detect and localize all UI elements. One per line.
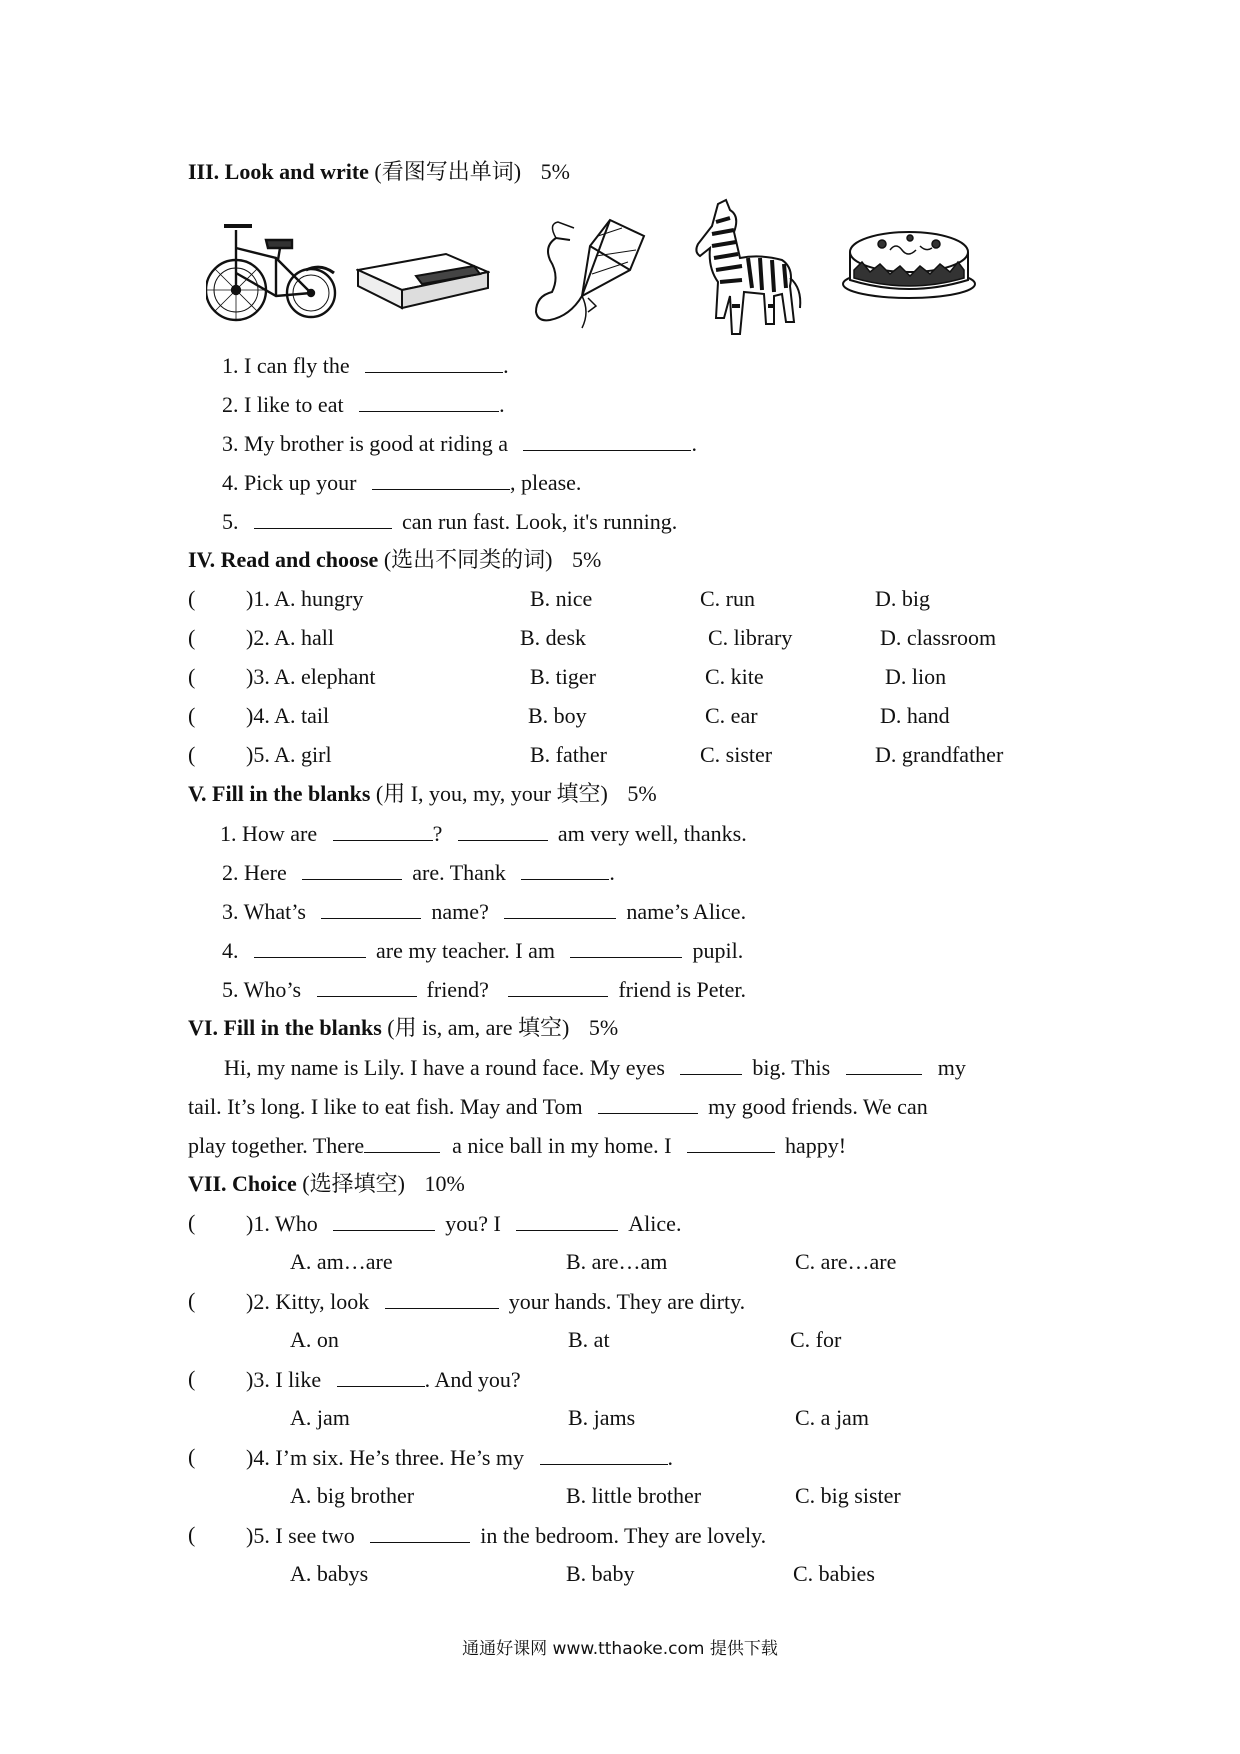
answer-paren[interactable]: ( [188,625,196,650]
section-4-note: (选出不同类的词) [383,547,553,572]
answer-blank[interactable] [333,1208,435,1231]
section-5-heading [188,779,657,809]
section-3-score: 5% [540,159,570,184]
sec5-q2: 2. Here are. Thank . [222,857,615,887]
sec3-q1: 1. I can fly the . [222,350,509,380]
option-b: B. desk [520,625,586,650]
sec6-line-3: play together. There a nice ball in my home. I happy! [188,1130,846,1160]
section-6-score: 5% [588,1015,619,1040]
sec5-q5: 5. Who’s friend? friend is Peter. [222,974,746,1004]
section-3-title: III. Look and write [188,159,369,184]
option-b: B. jams [568,1405,636,1430]
answer-blank[interactable] [521,857,609,880]
option-a: A. big brother [290,1483,415,1508]
option-a: A. babys [290,1561,369,1586]
answer-blank[interactable] [846,1052,922,1075]
option-b: B. baby [566,1561,635,1586]
option-b: B. boy [528,703,587,728]
section-4-title: IV. Read and choose [188,547,379,572]
option-d: D. classroom [880,625,997,650]
answer-blank[interactable] [370,1520,470,1543]
sec5-q4: 4. are my teacher. I am pupil. [222,935,743,965]
section-5-note: (用 I, you, my, your 填空) [375,781,608,806]
answer-blank[interactable] [321,896,421,919]
option-a: )5. A. girl [246,742,332,767]
answer-blank[interactable] [365,350,503,373]
sec7-q4: )4. I’m six. He’s three. He’s my . [246,1442,673,1472]
answer-blank[interactable] [254,506,392,529]
option-a: )2. A. hall [246,625,334,650]
answer-blank[interactable] [254,935,366,958]
kite-icon [530,216,648,334]
answer-blank[interactable] [540,1442,668,1465]
option-a: A. jam [290,1405,350,1430]
section-7-title: VII. Choice [188,1171,297,1196]
answer-paren[interactable]: ( [188,703,196,728]
answer-blank[interactable] [317,974,417,997]
section-7-heading [188,1169,465,1199]
answer-blank[interactable] [359,389,499,412]
section-4-heading [188,545,601,575]
sec6-line-1: Hi, my name is Lily. I have a round face. My eyes big. This my [224,1052,966,1082]
answer-blank[interactable] [337,1364,425,1387]
answer-blank[interactable] [516,1208,618,1231]
option-c: C. big sister [795,1483,901,1508]
answer-paren[interactable]: ( [188,1522,196,1547]
option-d: D. big [875,586,930,611]
sec5-q3: 3. What’s name? name’s Alice. [222,896,746,926]
sec3-q2: 2. I like to eat . [222,389,505,419]
answer-blank[interactable] [508,974,608,997]
option-b: B. at [568,1327,610,1352]
answer-paren[interactable]: ( [188,1444,196,1469]
option-a: )4. A. tail [246,703,330,728]
sec7-q3: )3. I like . And you? [246,1364,521,1394]
option-c: C. run [700,586,755,611]
answer-blank[interactable] [458,818,548,841]
sec7-q1: )1. Who you? I Alice. [246,1208,681,1238]
option-a: )3. A. elephant [246,664,376,689]
option-d: D. grandfather [875,742,1004,767]
section-6-title: VI. Fill in the blanks [188,1015,382,1040]
option-c: C. kite [705,664,764,689]
sec7-q5: )5. I see two in the bedroom. They are lovely. [246,1520,766,1550]
answer-blank[interactable] [385,1286,499,1309]
option-c: C. are…are [795,1249,897,1274]
answer-blank[interactable] [523,428,691,451]
bicycle-icon [206,218,338,330]
section-3-heading [188,157,570,187]
section-5-title: V. Fill in the blanks [188,781,371,806]
section-4-score: 5% [571,547,602,572]
option-a: )1. A. hungry [246,586,364,611]
answer-paren[interactable]: ( [188,1210,196,1235]
answer-blank[interactable] [302,857,402,880]
option-a: A. on [290,1327,339,1352]
option-b: B. little brother [566,1483,702,1508]
answer-blank[interactable] [372,467,510,490]
section-6-note: (用 is, am, are 填空) [387,1015,570,1040]
sec7-q2: )2. Kitty, look your hands. They are dirty. [246,1286,745,1316]
answer-paren[interactable]: ( [188,586,196,611]
option-c: C. babies [793,1561,875,1586]
option-a: A. am…are [290,1249,393,1274]
sec6-line-2: tail. It’s long. I like to eat fish. May and Tom my good friends. We can [188,1091,928,1121]
answer-blank[interactable] [687,1130,775,1153]
option-c: C. a jam [795,1405,869,1430]
answer-blank[interactable] [364,1130,440,1153]
option-b: B. are…am [566,1249,668,1274]
section-7-score: 10% [424,1171,465,1196]
option-c: C. sister [700,742,773,767]
sec3-q4: 4. Pick up your , please. [222,467,581,497]
answer-blank[interactable] [504,896,616,919]
option-b: B. father [530,742,607,767]
option-b: B. nice [530,586,593,611]
section-7-note: (选择填空) [302,1171,405,1196]
answer-paren[interactable]: ( [188,664,196,689]
answer-blank[interactable] [680,1052,742,1075]
zebra-icon [690,198,804,342]
option-c: C. ear [705,703,758,728]
page-footer: 通通好课网 www.tthaoke.com 提供下载 [462,1639,778,1659]
section-3-note: (看图写出单词) [374,159,522,184]
pencil-box-icon [356,250,490,310]
answer-paren[interactable]: ( [188,1288,196,1313]
option-c: C. library [708,625,793,650]
option-d: D. lion [885,664,947,689]
answer-paren[interactable]: ( [188,1366,196,1391]
sec5-q1: 1. How are ? am very well, thanks. [220,818,747,848]
option-d: D. hand [880,703,950,728]
sec3-q3: 3. My brother is good at riding a . [222,428,697,458]
section-5-score: 5% [627,781,657,806]
answer-blank[interactable] [598,1091,698,1114]
option-b: B. tiger [530,664,596,689]
sec3-q5: 5. can run fast. Look, it's running. [222,506,677,536]
answer-paren[interactable]: ( [188,742,196,767]
answer-blank[interactable] [570,935,682,958]
answer-blank[interactable] [333,818,433,841]
cake-icon [840,222,978,302]
option-c: C. for [790,1327,842,1352]
section-6-heading [188,1013,618,1043]
